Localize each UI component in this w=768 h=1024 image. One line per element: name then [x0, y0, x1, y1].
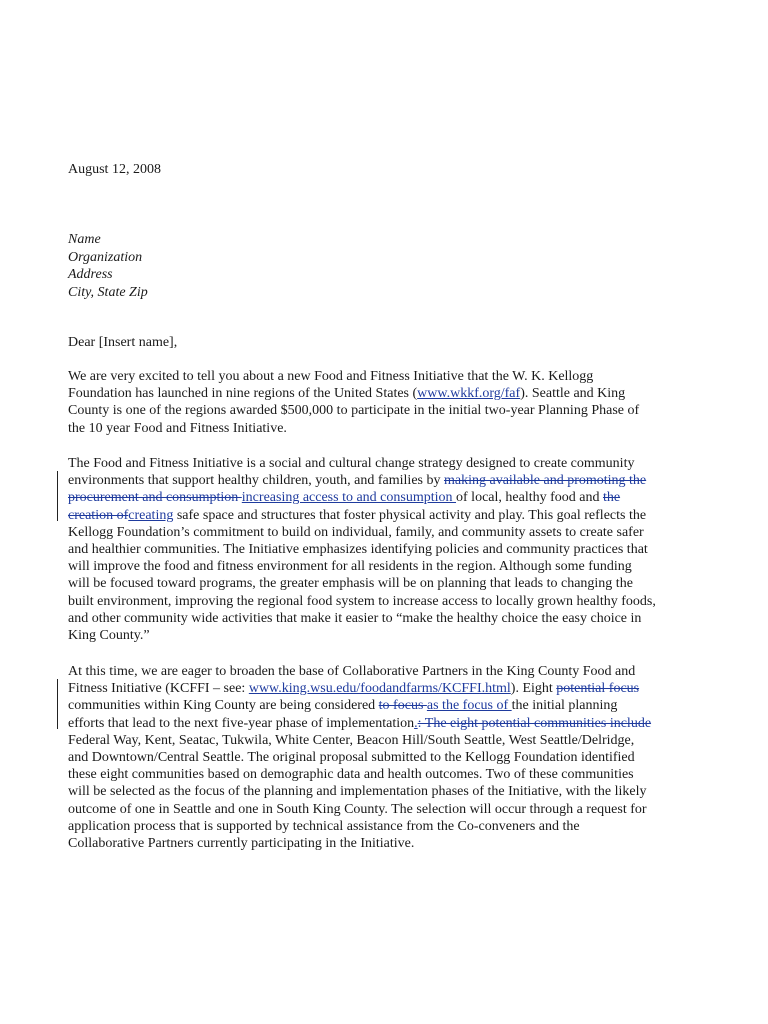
inserted-text: .: [414, 715, 418, 731]
inserted-text: as the focus of: [426, 698, 512, 714]
paragraph-line: County is one of the regions awarded $500,000 to participate in the initial two-year Planning Phase of: [68, 403, 640, 419]
deleted-text: : The eight potential communities include: [417, 715, 652, 731]
paragraph-line: King County.”: [68, 627, 150, 643]
text-run: communities within King County are being considered: [68, 698, 379, 714]
paragraph-line: [68, 715, 708, 732]
paragraph-line: and healthier communities. The Initiative emphasizes identifying policies and community practices that: [68, 541, 648, 557]
deleted-text: creation of: [68, 507, 129, 523]
paragraph-line: will be selected as the focus of the planning and implementation phases of the Initiative, with the likely: [68, 784, 647, 800]
text-run: of local, healthy food and: [456, 490, 603, 506]
salutation: Dear [Insert name],: [68, 335, 178, 350]
paragraph-line: [68, 697, 708, 714]
text-run: Foundation has launched in nine regions of the United States (: [68, 386, 418, 402]
paragraph-line: these eight communities based on demographic data and health outcomes. Two of these communities: [68, 767, 634, 783]
paragraph-line: [68, 385, 708, 402]
recipient-name: Name: [68, 232, 101, 247]
letter-date: August 12, 2008: [68, 162, 161, 177]
text-run: ). Seattle and King: [520, 386, 626, 402]
paragraph-line: and other community wide activities that make it easier to “make the healthy choice the easy choice in: [68, 610, 642, 626]
inserted-text: creating: [128, 507, 174, 523]
recipient-city-state-zip: City, State Zip: [68, 284, 148, 300]
paragraph-line: Kellogg Foundation’s commitment to build on individual, family, and community assets to create safer: [68, 524, 644, 540]
text-run: Fitness Initiative (KCFFI – see:: [68, 681, 249, 697]
text-run: the initial planning: [511, 698, 618, 714]
change-bar: [57, 679, 58, 729]
deleted-text: to focus: [378, 698, 427, 714]
paragraph-line: Federal Way, Kent, Seatac, Tukwila, White Center, Beacon Hill/South Seattle, West Seattle/Delridge,: [68, 732, 635, 748]
recipient-organization: Organization: [68, 249, 143, 265]
wkkf-link[interactable]: www.wkkf.org/faf: [417, 386, 521, 402]
paragraph-line: the 10 year Food and Fitness Initiative.: [68, 420, 287, 436]
recipient-address: [68, 231, 148, 301]
paragraph-intro: [68, 368, 708, 437]
paragraph-line: At this time, we are eager to broaden the base of Collaborative Partners in the King County Food and: [68, 664, 636, 679]
paragraph-line: Collaborative Partners currently participating in the Initiative.: [68, 835, 415, 851]
inserted-text: increasing access to and consumption: [241, 490, 457, 506]
paragraph-line: built environment, improving the regional food system to increase access to locally grown healthy foods,: [68, 593, 656, 609]
deleted-text: the: [602, 490, 621, 506]
change-bar: [57, 471, 58, 521]
recipient-street: Address: [68, 267, 113, 282]
deleted-text: procurement and consumption: [68, 490, 242, 506]
text-run: environments that support healthy children, youth, and families by: [68, 473, 444, 489]
paragraph-line: will improve the food and fitness environment for all residents in the region. Although some funding: [68, 559, 632, 575]
paragraph-line: application process that is supported by technical assistance from the Co-conveners and the: [68, 818, 580, 834]
paragraph-initiative: [68, 455, 708, 644]
paragraph-line: [68, 680, 708, 697]
text-run: safe space and structures that foster physical activity and play. This goal reflects the: [173, 507, 647, 523]
paragraph-partners: [68, 663, 708, 852]
paragraph-line: outcome of one in Seattle and one in South King County. The selection will occur through a request for: [68, 801, 647, 817]
deleted-text: making available and promoting the: [443, 473, 647, 489]
paragraph-line: The Food and Fitness Initiative is a social and cultural change strategy designed to create community: [68, 456, 635, 471]
paragraph-line: [68, 489, 708, 506]
kcffi-link[interactable]: www.king.wsu.edu/foodandfarms/KCFFI.html: [248, 681, 511, 697]
deleted-text: potential focus: [556, 681, 640, 697]
paragraph-line: [68, 507, 708, 524]
paragraph-line: [68, 472, 708, 489]
text-run: ). Eight: [510, 681, 557, 697]
paragraph-line: will be focused toward programs, the greater emphasis will be on planning that leads to changing the: [68, 576, 633, 592]
paragraph-line: and Downtown/Central Seattle. The original proposal submitted to the Kellogg Foundation identified: [68, 749, 635, 765]
text-run: efforts that lead to the next five-year phase of implementation: [68, 715, 415, 731]
paragraph-line: We are very excited to tell you about a new Food and Fitness Initiative that the W. K. Kellogg: [68, 369, 594, 384]
